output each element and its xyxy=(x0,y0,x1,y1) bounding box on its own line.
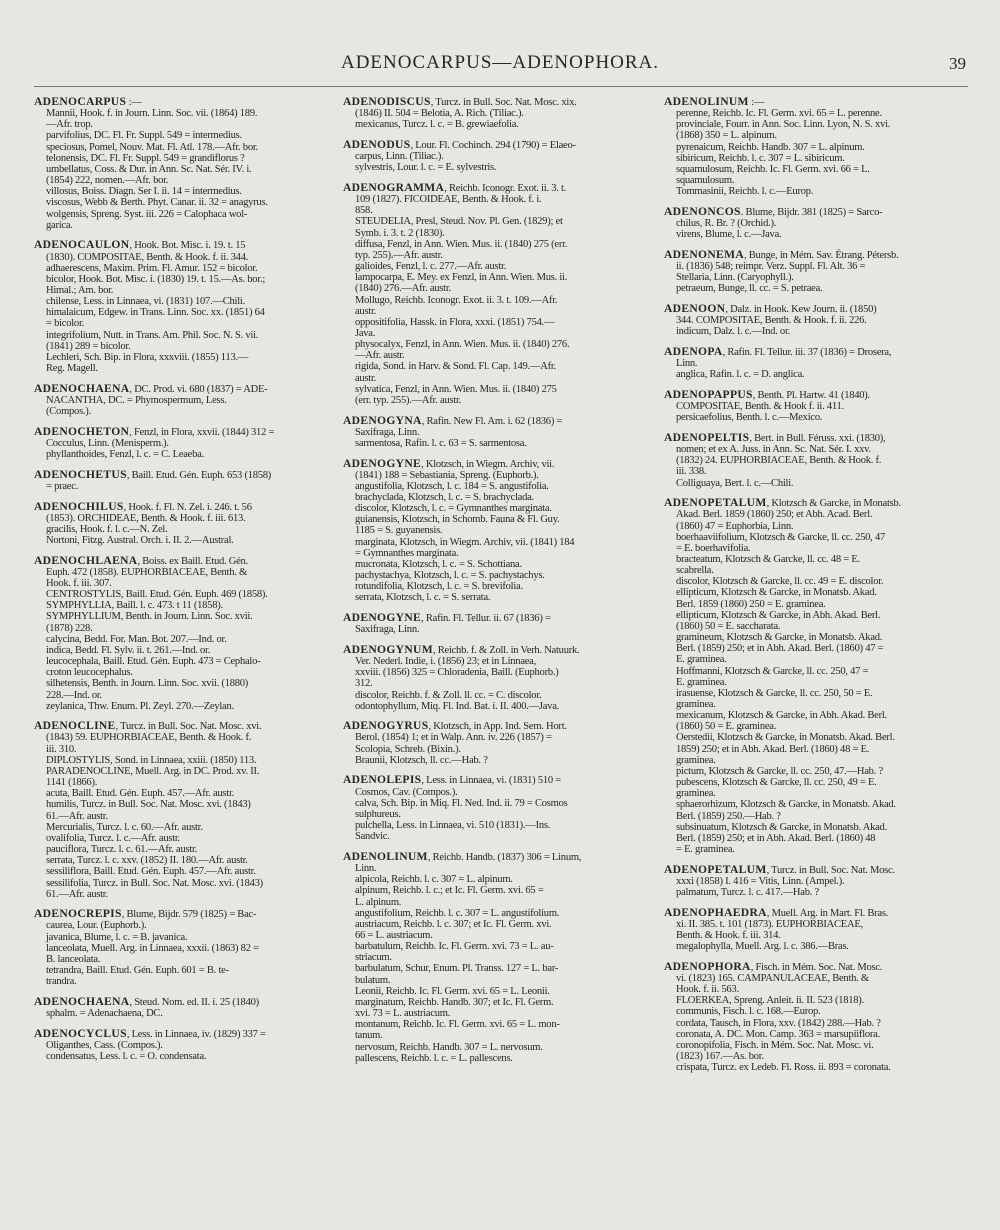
entry-line: petraeum, Bunge, ll. cc. = S. petraea. xyxy=(676,283,823,295)
entry-line: graminea. xyxy=(676,699,716,710)
entry-line: pyrenaicum, Reichb. Handb. 307 = L. alpinum. xyxy=(676,141,865,153)
entry-line: Benth. & Hook. f. iii. 314. xyxy=(676,929,781,941)
entry-line: squamulosum, Reichb. Ic. Fl. Germ. xvi. 66 = L. xyxy=(676,163,870,175)
entry-line: (1846) II. 504 = Belotia, A. Rich. (Tiliac.). xyxy=(355,108,524,120)
entry-line: villosus, Boiss. Diagn. Ser I. ii. 14 = intermedius. xyxy=(46,186,242,198)
entry-line: vi. (1823) 165. CAMPANULACEAE, Benth. & xyxy=(676,972,869,984)
entry-line: bicolor, Hook. Bot. Misc. i. (1830) 19. t. 15.—As. bor.; xyxy=(46,273,266,285)
dictionary-entry xyxy=(343,182,652,406)
entry-line: ellipticum, Klotzsch & Garcke, in Monatsb. Akad. xyxy=(676,587,877,599)
entry-line: austr. xyxy=(355,305,377,317)
entry-line: serrata, Turcz. l. c. xxv. (1852) II. 180.—Afr. austr. xyxy=(46,855,248,867)
entry-line: Oliganthes, Cass. (Compos.). xyxy=(46,1039,163,1051)
entry-line: L. alpinum. xyxy=(355,896,402,908)
entry-headline: ADENOCREPIS, Blume, Bijdr. 579 (1825) = Bac- xyxy=(34,907,257,921)
entry-line: scabrella. xyxy=(676,565,714,577)
entry-headline: ADENOPHORA, Fisch. in Mém. Soc. Nat. Mosc. xyxy=(664,959,883,973)
dictionary-entry xyxy=(34,501,332,547)
entry-line: Mercurialis, Turcz. l. c. 60.—Afr. austr. xyxy=(46,821,203,833)
entry-line: striacum. xyxy=(355,952,392,964)
entry-line: austr. xyxy=(355,372,377,384)
entry-line: calycina, Bedd. For. Man. Bot. 207.—Ind. or. xyxy=(46,633,227,645)
entry-line: rigida, Sond. in Harv. & Sond. Fl. Cap. 149.—Afr. xyxy=(355,361,556,373)
entry-line: Linn. xyxy=(355,863,377,875)
entry-line: mexicanus, Turcz. l. c. = B. grewiaefolia. xyxy=(355,119,519,131)
entry-line: 1185 = S. guyanensis. xyxy=(355,525,443,537)
entry-line: cordata, Tausch, in Flora, xxv. (1842) 288.—Hab. ? xyxy=(676,1017,881,1029)
entry-line: Himal.; Am. bor. xyxy=(46,285,114,296)
entry-line: 66 = L. austriacum. xyxy=(355,929,433,941)
dictionary-entry xyxy=(34,383,332,417)
entry-line: 858. xyxy=(355,205,373,217)
entry-line: Hoffmanni, Klotzsch & Garcke, ll. cc. 250, 47 = xyxy=(676,665,869,677)
entry-headline: ADENOPELTIS, Bert. in Bull. Féruss. xxi. (1830), xyxy=(664,430,886,444)
dictionary-entry xyxy=(34,720,332,900)
entry-line: alpinum, Reichb. l. c.; et Ic. Fl. Germ. xvi. 65 = xyxy=(355,885,544,897)
entry-line: sulphureus. xyxy=(355,808,401,820)
entry-line: Leonii, Reichb. Ic. Fl. Germ. xvi. 65 = L. Leonii. xyxy=(355,985,550,997)
entry-line: bracteatum, Klotzsch & Garcke, ll. cc. 48 = E. xyxy=(676,553,860,565)
entry-line: sibiricum, Reichb. l. c. 307 = L. sibiricum. xyxy=(676,152,845,164)
entry-line: ii. (1836) 548; reimpr. Verz. Suppl. Fl. Alt. 36 = xyxy=(676,261,866,273)
dictionary-entry xyxy=(34,996,332,1019)
entry-line: discolor, Klotzsch, l. c. = Gymnanthes marginata. xyxy=(355,503,552,515)
entry-line: provinciale, Fourr. in Ann. Soc. Linn. Lyon, N. S. xvi. xyxy=(676,119,891,131)
entry-line: xi. II. 385. t. 101 (1873). EUPHORBIACEAE, xyxy=(676,918,863,930)
entry-line: lampocarpa, E. Mey. ex Fenzl, in Ann. Wien. Mus. ii. xyxy=(355,272,568,284)
entry-line: NACANTHA, DC. = Phymospermum, Less. xyxy=(46,394,227,406)
entry-line: (1868) 350 = L. alpinum. xyxy=(676,130,777,142)
dictionary-entry xyxy=(664,497,969,855)
entry-line: typ. 255).—Afr. austr. xyxy=(355,249,443,261)
entry-line: ovalifolia, Turcz. l. c.—Afr. austr. xyxy=(46,832,180,844)
entry-line: gramineum, Klotzsch & Garcke, in Monatsb. Akad. xyxy=(676,632,883,644)
entry-line: chilense, Less. in Linnaea, vi. (1831) 107.—Chili. xyxy=(46,296,245,308)
running-head xyxy=(0,52,1000,78)
entry-line: chilus, R. Br. ? (Orchid.). xyxy=(676,218,777,230)
entry-line: mucronata, Klotzsch, l. c. = S. Schottiana. xyxy=(355,558,522,570)
entry-line: croton leucocephalus. xyxy=(46,667,133,679)
entry-line: (1878) 228. xyxy=(46,622,93,634)
dictionary-entry xyxy=(34,908,332,987)
entry-headline: ADENOPETALUM, Klotzsch & Garcke, in Monatsb. xyxy=(664,496,901,510)
entry-headline: ADENOPA, Rafin. Fl. Tellur. iii. 37 (1836) = Drosera, xyxy=(664,344,892,358)
page-number: 39 xyxy=(949,54,966,73)
entry-line: E. graminea. xyxy=(676,654,727,666)
entry-line: (1854) 222, nomen.—Afr. bor. xyxy=(46,175,169,187)
entry-line: Berl. 1859 (1860) 250 = E. graminea. xyxy=(676,598,826,610)
dictionary-entry xyxy=(343,139,652,173)
entry-line: (1840) 276.—Afr. austr. xyxy=(355,283,451,295)
entry-line: (1823) 167.—As. bor. xyxy=(676,1051,764,1063)
entry-line: coronata, A. DC. Mon. Camp. 363 = marsupiiflora. xyxy=(676,1028,880,1040)
entry-line: (1841) 188 = Sebastiania, Spreng. (Euphorb.). xyxy=(355,469,539,481)
entry-line: Oerstedii, Klotzsch & Garcke, in Monatsb. Akad. Berl. xyxy=(676,732,895,744)
entry-line: sessilifolia, Turcz. in Bull. Soc. Nat. Mosc. xvi. (1843) xyxy=(46,877,263,889)
dictionary-entry xyxy=(343,774,652,842)
entry-line: boerhaaviifolium, Klotzsch & Garcke, ll. cc. 250, 47 xyxy=(676,531,886,543)
entry-line: marginata, Klotzsch, in Wiegm. Archiv, vii. (1841) 184 xyxy=(355,536,575,548)
entry-line: phyllanthoides, Fenzl, l. c. = C. Leaeba. xyxy=(46,449,204,461)
dictionary-entry xyxy=(34,469,332,492)
entry-line: pictum, Klotzsch & Garcke, ll. cc. 250, 47.—Hab. ? xyxy=(676,765,883,777)
dictionary-entry xyxy=(664,864,969,898)
dictionary-entry xyxy=(34,239,332,374)
entry-line: graminea. xyxy=(676,788,716,800)
entry-line: = bicolor. xyxy=(46,318,85,330)
entry-line: PARADENOCLINE, Muell. Arg. in DC. Prod. xv. II. xyxy=(46,765,260,777)
entry-line: bulatum. xyxy=(355,974,391,986)
entry-line: = E. graminea. xyxy=(676,844,735,856)
entry-line: lanceolata, Muell. Arg. in Linnaea, xxxii. (1863) 82 = xyxy=(46,942,259,954)
entry-line: Cosmos, Cav. (Compos.). xyxy=(355,786,458,798)
entry-line: = praec. xyxy=(46,480,79,492)
entry-line: marginatum, Reichb. Handb. 307; et Ic. Fl. Germ. xyxy=(355,996,554,1008)
entry-line: (1860) 50 = E. saccharata. xyxy=(676,620,781,632)
entry-line: oppositifolia, Hassk. in Flora, xxxi. (1851) 754.— xyxy=(355,316,555,328)
entry-line: discolor, Reichb. f. & Zoll. ll. cc. = C. discolor. xyxy=(355,689,542,701)
dictionary-entry xyxy=(664,206,969,240)
entry-headline: ADENOCYCLUS, Less. in Linnaea, iv. (1829) 337 = xyxy=(34,1026,266,1040)
entry-line: xxxi (1858) I. 416 = Vitis, Linn. (Ampel.). xyxy=(676,875,845,887)
dictionary-entry xyxy=(34,555,332,712)
entry-line: telonensis, DC. Fl. Fr. Suppl. 549 = grandiflorus ? xyxy=(46,152,245,164)
entry-headline: ADENOCARPUS :— xyxy=(34,96,142,108)
entry-line: Braunii, Klotzsch, ll. cc.—Hab. ? xyxy=(355,754,488,766)
entry-line: mexicanum, Klotzsch & Garcke, in Abh. Akad. Berl. xyxy=(676,710,887,722)
entry-line: acuta, Baill. Etud. Gén. Euph. 457.—Afr. austr. xyxy=(46,788,235,800)
entry-headline: ADENOGRAMMA, Reichb. Iconogr. Exot. ii. 3. t. xyxy=(343,180,567,194)
entry-line: SYMPHYLLIA, Baill. l. c. 473. t 11 (1858). xyxy=(46,600,223,612)
dictionary-entry xyxy=(343,851,652,1064)
entry-line: nomen; et ex A. Juss. in Ann. Sc. Nat. Sér. I. xxv. xyxy=(676,444,871,456)
entry-line: Saxifraga, Linn. xyxy=(355,426,420,438)
entry-headline: ADENOLINUM :— xyxy=(664,96,765,108)
dictionary-entry xyxy=(343,644,652,712)
entry-line: sarmentosa, Rafin. l. c. 63 = S. sarmentosa. xyxy=(355,437,527,449)
header-rule xyxy=(34,86,968,87)
entry-line: E. graminea. xyxy=(676,676,727,688)
entry-headline: ADENOCHAENA, DC. Prod. vi. 680 (1837) = ADE- xyxy=(34,381,268,395)
entry-line: —Afr. trop. xyxy=(46,119,93,131)
entry-line: caurea, Lour. (Euphorb.). xyxy=(46,920,147,932)
entry-line: zeylanica, Thw. Enum. Pl. Zeyl. 270.—Zeylan. xyxy=(46,700,234,712)
entry-line: parvifolius, DC. Fl. Fr. Suppl. 549 = intermedius. xyxy=(46,130,242,142)
dictionary-entry xyxy=(664,907,969,953)
entry-line: virens, Blume, l. c.—Java. xyxy=(676,229,782,241)
entry-headline: ADENOLINUM, Reichb. Handb. (1837) 306 = Linum, xyxy=(343,849,582,863)
entry-headline: ADENODISCUS, Turcz. in Bull. Soc. Nat. Mosc. xix. xyxy=(343,96,577,108)
entry-headline: ADENOCHLAENA, Boiss. ex Baill. Etud. Gén. xyxy=(34,553,248,567)
entry-line: (1832) 24. EUPHORBIACEAE, Benth. & Hook. f. xyxy=(676,455,882,467)
entry-line: Euph. 472 (1858). EUPHORBIACEAE, Benth. & xyxy=(46,566,247,578)
entry-line: Scolopia, Schreb. (Bixin.). xyxy=(355,743,461,755)
dictionary-entry xyxy=(343,612,652,635)
entry-line: STEUDELIA, Presl, Steud. Nov. Pl. Gen. (1829); et xyxy=(355,216,563,228)
entry-headline: ADENOCLINE, Turcz. in Bull. Soc. Nat. Mosc. xvi. xyxy=(34,719,262,733)
entry-line: communis, Fisch. l. c. 168.—Europ. xyxy=(676,1006,821,1018)
entry-line: COMPOSITAE, Benth. & Hook f. ii. 411. xyxy=(676,401,844,413)
entry-line: xvi. 73 = L. austriacum. xyxy=(355,1008,451,1020)
entry-line: Akad. Berl. 1859 (1860) 250; et Abh. Acad. Berl. xyxy=(676,509,873,521)
entry-line: speciosus, Pomel, Nouv. Mat. Fl. Atl. 178.—Afr. bor. xyxy=(46,141,258,153)
entry-headline: ADENOCAULON, Hook. Bot. Misc. i. 19. t. 15 xyxy=(34,238,246,252)
entry-line: tetrandra, Baill. Etud. Gén. Euph. 601 = B. te- xyxy=(46,965,229,977)
dictionary-entry xyxy=(343,458,652,604)
entry-line: Ver. Nederl. Indie, i. (1856) 23; et in Linnaea, xyxy=(355,656,537,668)
entry-line: Saxifraga, Linn. xyxy=(355,624,420,636)
dictionary-entry xyxy=(664,96,969,197)
page-title: ADENOCARPUS—ADENOPHORA. xyxy=(340,52,660,73)
entry-line: Hook. f. iii. 307. xyxy=(46,577,112,589)
entry-line: sphaerorhizum, Klotzsch & Garcke, in Monatsb. Akad. xyxy=(676,799,896,811)
entry-line: integrifolium, Nutt. in Trans. Am. Phil. Soc. N. S. vii. xyxy=(46,329,259,341)
dictionary-entry xyxy=(34,426,332,460)
entry-line: Mannii, Hook. f. in Journ. Linn. Soc. vii. (1864) 189. xyxy=(46,108,258,120)
entry-line: Lechleri, Sch. Bip. in Flora, xxxviii. (1855) 113.— xyxy=(46,351,249,363)
entry-headline: ADENOGYNA, Rafin. New Fl. Am. i. 62 (1836) = xyxy=(343,413,563,427)
entry-line: rotundifolia, Klotzsch, l. c. = S. brevifolia. xyxy=(355,581,523,593)
entry-headline: ADENOON, Dalz. in Hook. Kew Journ. ii. (1850) xyxy=(664,302,877,315)
entry-headline: ADENOCHETUS, Baill. Etud. Gén. Euph. 653 (1858) xyxy=(34,467,272,481)
entry-line: Reg. Magell. xyxy=(46,363,98,375)
entry-line: javanica, Blume, l. c. = B. javanica. xyxy=(46,931,188,943)
entry-line: (1860) 47 = Euphorbia, Linn. xyxy=(676,520,794,532)
entry-line: Sandvic. xyxy=(355,831,390,843)
entry-line: humilis, Turcz. in Bull. Soc. Nat. Mosc. xvi. (1843) xyxy=(46,799,251,811)
entry-line: indicum, Dalz. l. c.—Ind. or. xyxy=(676,326,791,338)
entry-line: B. lanceolata. xyxy=(46,953,101,965)
entry-headline: ADENOCHAENA, Steud. Nom. ed. II. i. 25 (1840) xyxy=(34,994,259,1008)
entry-line: calva, Sch. Bip. in Miq. Fl. Ned. Ind. ii. 79 = Cosmos xyxy=(355,797,568,809)
entry-line: irasuense, Klotzsch & Garcke, ll. cc. 250, 50 = E. xyxy=(676,687,873,699)
entry-line: (Compos.). xyxy=(46,406,91,418)
dictionary-entry xyxy=(664,249,969,295)
entry-line: FLOERKEA, Spreng. Anleit. ii. II. 523 (1818). xyxy=(676,995,864,1007)
entry-line: Berol. (1854) 1; et in Walp. Ann. iv. 226 (1857) = xyxy=(355,732,552,744)
entry-line: (err. typ. 255).—Afr. austr. xyxy=(355,394,462,406)
entry-line: angustifolium, Reichb. l. c. 307 = L. angustifolium. xyxy=(355,907,560,919)
entry-line: wolgensis, Spreng. Syst. iii. 226 = Calophaca wol- xyxy=(46,208,248,220)
entry-line: Berl. (1859) 250.—Hab. ? xyxy=(676,810,781,822)
entry-line: 61.—Afr. austr. xyxy=(46,888,108,900)
entry-line: Symb. i. 3. t. 2 (1830). xyxy=(355,227,445,239)
entry-line: odontophyllum, Miq. Fl. Ind. Bat. i. II. 400.—Java. xyxy=(355,700,560,712)
entry-line: sylvatica, Fenzl, in Ann. Wien. Mus. ii. (1840) 275 xyxy=(355,383,557,395)
entry-line: 61.—Afr. austr. xyxy=(46,810,108,822)
entry-line: 312. xyxy=(355,678,373,690)
entry-headline: ADENODUS, Lour. Fl. Cochinch. 294 (1790) = Elaeo- xyxy=(343,137,576,151)
entry-line: palmatum, Turcz. l. c. 417.—Hab. ? xyxy=(676,887,819,898)
entry-line: 109 (1827). FICOIDEAE, Benth. & Hook. f. i. xyxy=(355,194,542,206)
entry-line: subsinuatum, Klotzsch & Garcke, in Monatsb. Akad. xyxy=(676,821,887,833)
entry-line: 1859) 250; et in Abh. Akad. Berl. (1860) 48 = E. xyxy=(676,743,870,755)
entry-line: perenne, Reichb. Ic. Fl. Germ. xvi. 65 = L. perenne. xyxy=(676,108,882,120)
entry-line: persicaefolius, Benth. l. c.—Mexico. xyxy=(676,412,823,424)
entry-line: garica. xyxy=(46,219,73,231)
entry-headline: ADENOGYNUM, Reichb. f. & Zoll. in Verh. Natuurk. xyxy=(343,642,580,656)
entry-line: Berl. (1859) 250; et in Abh. Akad. Berl. (1860) 47 = xyxy=(676,643,884,655)
dictionary-entry xyxy=(664,961,969,1074)
entry-line: pauciflora, Turcz. l. c. 61.—Afr. austr. xyxy=(46,844,198,856)
entry-line: silhetensis, Benth. in Journ. Linn. Soc. xvii. (1880) xyxy=(46,678,249,690)
entry-line: gracilis, Hook. f. l. c.—N. Zel. xyxy=(46,523,168,535)
entry-line: barbatulum, Reichb. Ic. Fl. Germ. xvi. 73 = L. au- xyxy=(355,941,554,953)
entry-line: pachystachya, Klotzsch, l. c. = S. pachystachys. xyxy=(355,570,545,582)
entry-line: pallescens, Reichb. l. c. = L. pallescens. xyxy=(355,1052,513,1064)
entry-line: serrata, Klotzsch, l. c. = S. serrata. xyxy=(355,592,491,604)
entry-line: graminea. xyxy=(676,754,716,766)
entry-line: galioides, Fenzl, l. c. 277.—Afr. austr. xyxy=(355,261,507,273)
entry-line: ellipticum, Klotzsch & Garcke, in Abh. Akad. Berl. xyxy=(676,609,881,621)
entry-line: iii. 310. xyxy=(46,743,77,755)
entry-headline: ADENOPETALUM, Turcz. in Bull. Soc. Nat. Mosc. xyxy=(664,862,895,876)
entry-line: 344. COMPOSITAE, Benth. & Hook. f. ii. 226. xyxy=(676,315,867,327)
entry-line: squamulosum. xyxy=(676,175,735,187)
entry-line: carpus, Linn. (Tiliac.). xyxy=(355,151,444,163)
entry-line: Colliguaya, Bert. l. c.—Chili. xyxy=(676,477,794,489)
dictionary-entry xyxy=(664,389,969,423)
entry-line: SYMPHYLLIUM, Benth. in Journ. Linn. Soc. xvii. xyxy=(46,611,253,623)
entry-line: Tommasinii, Reichb. l. c.—Europ. xyxy=(676,186,814,198)
entry-headline: ADENOCHILUS, Hook. f. Fl. N. Zel. i. 246. t. 56 xyxy=(34,499,252,513)
entry-line: 1141 (1866). xyxy=(46,777,98,789)
entry-headline: ADENOGYNE, Rafin. Fl. Tellur. ii. 67 (1836) = xyxy=(343,611,551,625)
entry-line: trandra. xyxy=(46,976,77,988)
entry-line: Nortoni, Fitzg. Austral. Orch. i. II. 2.—Austral. xyxy=(46,534,234,546)
entry-line: viscosus, Webb & Berth. Phyt. Canar. ii. 32 = anagyrus. xyxy=(46,197,268,209)
entry-line: alpicola, Reichb. l. c. 307 = L. alpinum. xyxy=(355,874,513,886)
entry-line: nervosum, Reichb. Handb. 307 = L. nervosum. xyxy=(355,1041,543,1053)
entry-line: (1830). COMPOSITAE, Benth. & Hook. f. ii. 344. xyxy=(46,251,249,263)
entry-line: (1853). ORCHIDEAE, Benth. & Hook. f. iii. 613. xyxy=(46,512,246,524)
entry-line: anglica, Rafin. l. c. = D. anglica. xyxy=(676,369,805,381)
entry-line: austriacum, Reichb. l. c. 307; et Ic. Fl. Germ. xvi. xyxy=(355,918,552,930)
column-1 xyxy=(34,96,332,1216)
entry-headline: ADENOGYRUS, Klotzsch, in App. Ind. Sem. Hort. xyxy=(343,719,567,733)
dictionary-entry xyxy=(343,720,652,766)
entry-line: (1843) 59. EUPHORBIACEAE, Benth. & Hook. f. xyxy=(46,732,252,744)
entry-line: —Afr. austr. xyxy=(355,350,405,362)
dictionary-entry xyxy=(34,1028,332,1062)
entry-line: megalophylla, Muell. Arg. l. c. 386.—Bras. xyxy=(676,941,849,953)
dictionary-entry xyxy=(664,346,969,380)
entry-line: = E. boerhavifolia. xyxy=(676,542,751,554)
entry-headline: ADENOGYNE, Klotzsch, in Wiegm. Archiv, vii. xyxy=(343,456,555,470)
entry-line: Cocculus, Linn. (Menisperm.). xyxy=(46,437,169,449)
entry-line: 228.—Ind. or. xyxy=(46,689,102,701)
column-3 xyxy=(664,96,969,1216)
entry-line: leucocephala, Baill. Etud. Gén. Euph. 473 = Cephalo- xyxy=(46,656,261,668)
entry-line: iii. 338. xyxy=(676,466,707,478)
entry-line: Mollugo, Reichb. Iconogr. Exot. ii. 3. t. 109.—Afr. xyxy=(355,294,558,306)
entry-line: condensatus, Less. l. c. = O. condensata. xyxy=(46,1051,207,1063)
entry-headline: ADENOCHETON, Fenzl, in Flora, xxvii. (1844) 312 = xyxy=(34,424,275,438)
entry-headline: ADENONEMA, Bunge, in Mém. Sav. Étrang. Pétersb. xyxy=(664,247,899,261)
entry-line: xxviii. (1856) 325 = Chloradenia, Baill. (Euphorb.) xyxy=(355,667,559,679)
entry-line: angustifolia, Klotzsch, l. c. 184 = S. angustifolia. xyxy=(355,480,549,492)
column-2 xyxy=(343,96,652,1216)
dictionary-entry xyxy=(664,432,969,489)
entry-line: Java. xyxy=(355,327,376,339)
entry-line: barbulatum, Schur, Enum. Pl. Transs. 127 = L. bar- xyxy=(355,963,559,975)
entry-line: sessiliflora, Baill. Etud. Gén. Euph. 457.—Afr. austr. xyxy=(46,866,256,878)
dictionary-entry xyxy=(664,303,969,337)
entry-headline: ADENOPHAEDRA, Muell. Arg. in Mart. Fl. Bras. xyxy=(664,905,889,919)
entry-line: indica, Bedd. Fl. Sylv. ii. t. 261.—Ind. or. xyxy=(46,644,211,656)
entry-line: CENTROSTYLIS, Baill. Etud. Gén. Euph. 469 (1858). xyxy=(46,589,268,601)
entry-line: adhaerescens, Maxim. Prim. Fl. Amur. 152 = bicolor. xyxy=(46,262,258,274)
entry-line: Stellaria, Linn. (Caryophyll.). xyxy=(676,272,794,284)
entry-line: DIPLOSTYLIS, Sond. in Linnaea, xxiii. (1850) 113. xyxy=(46,754,257,766)
entry-line: Berl. (1859) 250; et in Abh. Akad. Berl. (1860) 48 xyxy=(676,832,876,844)
entry-line: Linn. xyxy=(676,358,698,370)
entry-line: guianensis, Klotzsch, in Schomb. Fauna & Fl. Guy. xyxy=(355,514,560,526)
entry-line: crispata, Turcz. ex Ledeb. Fl. Ross. ii. 893 = coronata. xyxy=(676,1062,891,1074)
entry-line: diffusa, Fenzl, in Ann. Wien. Mus. ii. (1840) 275 (err. xyxy=(355,238,568,250)
entry-line: (1841) 289 = bicolor. xyxy=(46,340,131,352)
entry-line: coronopifolia, Fisch. in Mém. Soc. Nat. Mosc. vi. xyxy=(676,1039,874,1051)
dictionary-entry xyxy=(34,96,332,231)
entry-line: = Gymnanthes marginata. xyxy=(355,547,459,559)
entry-line: physocalyx, Fenzl, in Ann. Wien. Mus. ii. (1840) 276. xyxy=(355,339,570,351)
entry-line: montanum, Reichb. Ic. Fl. Germ. xvi. 65 = L. mon- xyxy=(355,1019,560,1031)
entry-line: brachyclada, Klotzsch, l. c. = S. brachyclada. xyxy=(355,492,534,503)
entry-line: (1860) 50 = E. graminea. xyxy=(676,721,777,733)
entry-line: pulchella, Less. in Linnaea, vi. 510 (1831).—Ins. xyxy=(355,820,551,832)
entry-line: sphalm. = Adenachaena, DC. xyxy=(46,1008,163,1020)
entry-line: himalaicum, Edgew. in Trans. Linn. Soc. xx. (1851) 64 xyxy=(46,307,265,319)
dictionary-entry xyxy=(343,415,652,449)
entry-line: umbellatus, Coss. & Dur. in Ann. Sc. Nat. Sér. IV. i. xyxy=(46,163,252,175)
entry-headline: ADENONCOS. Blume, Bijdr. 381 (1825) = Sarco- xyxy=(664,204,883,218)
entry-headline: ADENOLEPIS, Less. in Linnaea, vi. (1831) 510 = xyxy=(343,773,561,787)
entry-line: sylvestris, Lour. l. c. = E. sylvestris. xyxy=(355,162,497,174)
entry-headline: ADENOPAPPUS, Benth. Pl. Hartw. 41 (1840). xyxy=(664,387,870,401)
dictionary-entry xyxy=(343,96,652,130)
entry-line: Hook. f. ii. 563. xyxy=(676,984,739,996)
entry-line: discolor, Klotzsch & Garcke, ll. cc. 49 = E. discolor. xyxy=(676,576,884,588)
entry-line: tanum. xyxy=(355,1030,383,1042)
entry-line: pubescens, Klotzsch & Garcke, ll. cc. 250, 49 = E. xyxy=(676,777,877,789)
